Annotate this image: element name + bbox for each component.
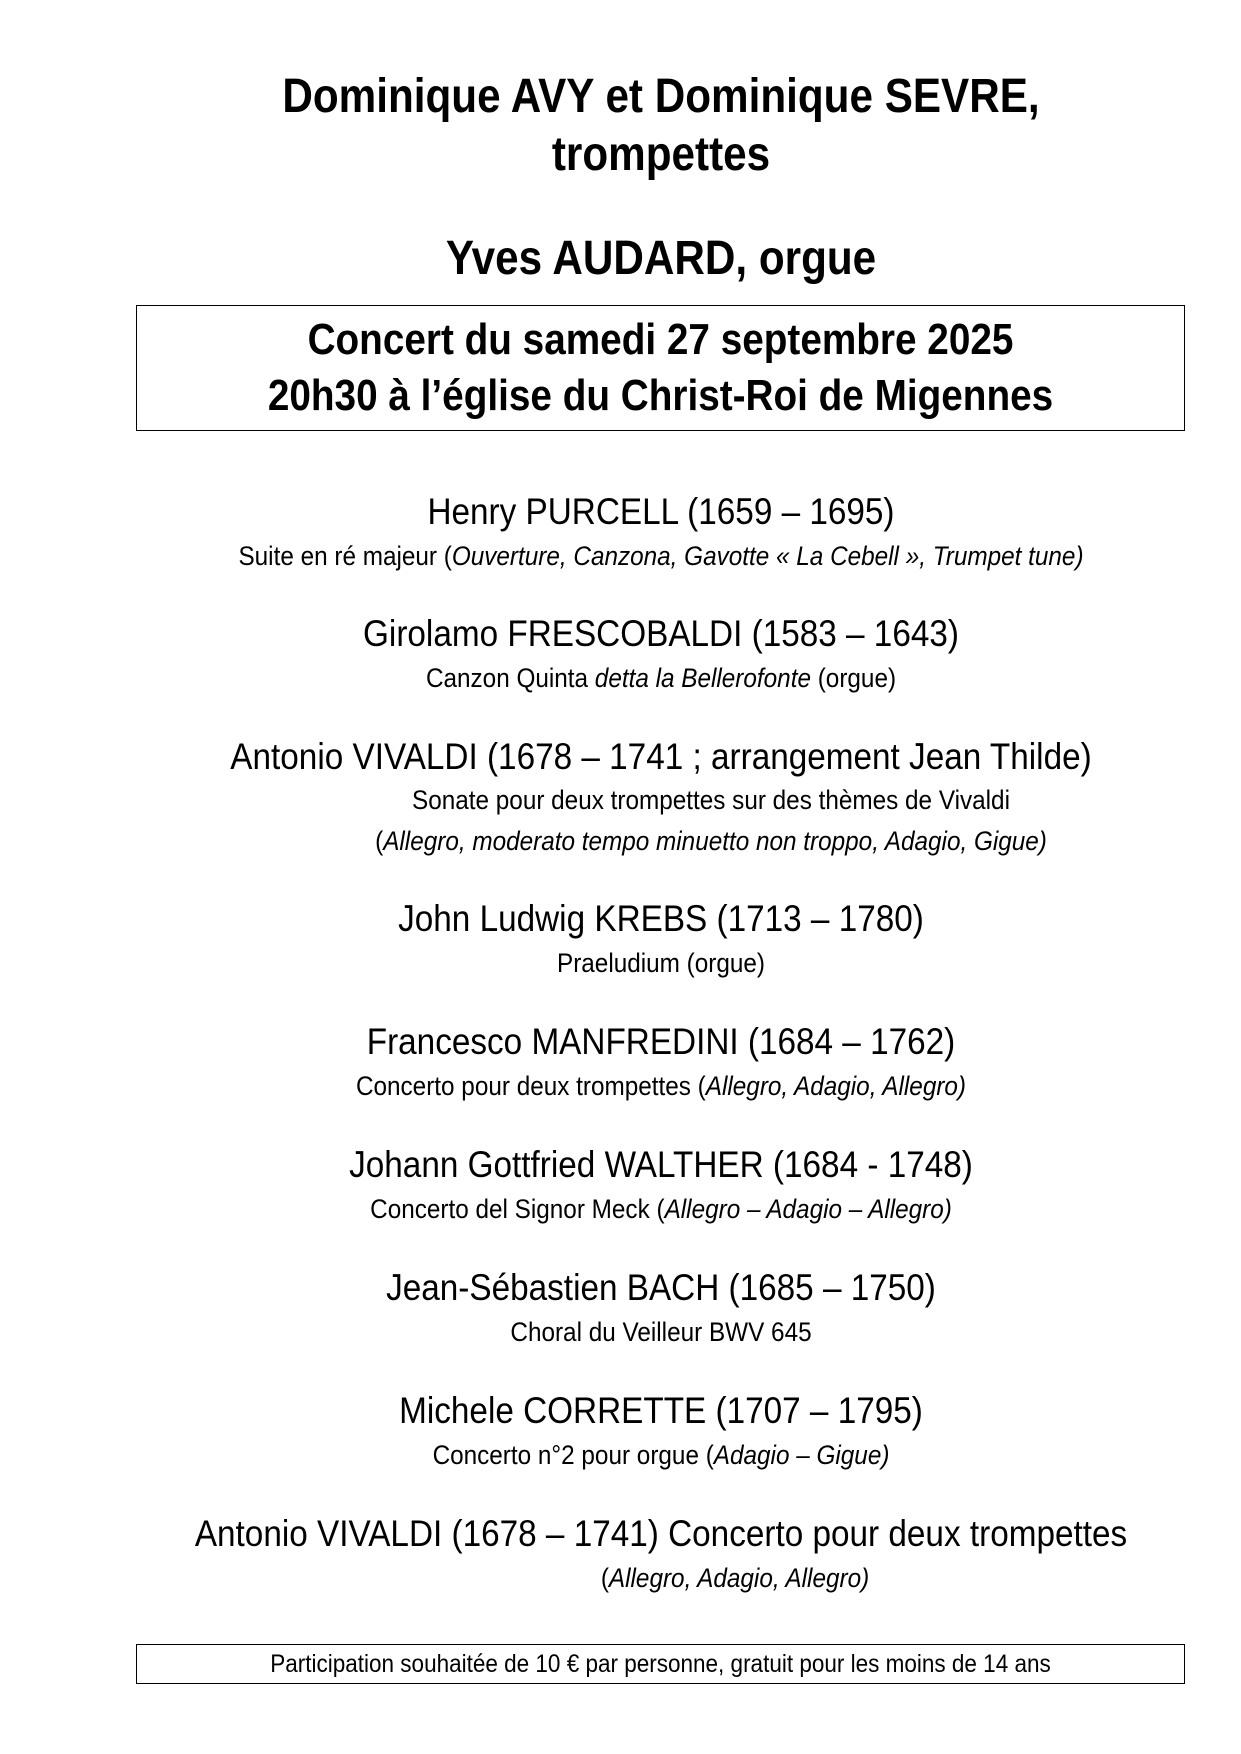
work-title: Sonate pour deux trompettes sur des thèmes de Vivaldi	[412, 785, 1010, 815]
composer-name: Francesco MANFREDINI (1684 – 1762)	[366, 1021, 956, 1062]
composer-name: Henry PURCELL (1659 – 1695)	[427, 491, 895, 532]
concert-date: Concert du samedi 27 septembre 2025	[307, 315, 1014, 364]
work-title: Suite en ré majeur (Ouverture, Canzona, Gavotte « La Cebell », Trumpet tune)	[238, 541, 1084, 571]
work-title: Praeludium (orgue)	[556, 948, 765, 978]
work-title: Choral du Veilleur BWV 645	[510, 1317, 812, 1347]
composer-name: John Ludwig KREBS (1713 – 1780)	[398, 898, 924, 939]
participation-note: Participation souhaitée de 10 € par personne, gratuit pour les moins de 14 ans	[270, 1650, 1051, 1678]
work-title: Concerto n°2 pour orgue (Adagio – Gigue)	[432, 1440, 890, 1470]
work-title: Concerto pour deux trompettes (Allegro, Adagio, Allegro)	[355, 1071, 967, 1101]
concert-place: 20h30 à l’église du Christ-Roi de Migennes	[267, 371, 1054, 420]
performers-heading	[199, 68, 1123, 183]
performers-line-2: trompettes	[551, 127, 771, 181]
work-title: Concerto del Signor Meck (Allegro – Adagio – Allegro)	[370, 1194, 952, 1224]
work-movements: (Allegro, Adagio, Allegro)	[600, 1563, 870, 1593]
composer-name: Antonio VIVALDI (1678 – 1741) Concerto pour deux trompettes	[194, 1513, 1128, 1554]
composer-name: Girolamo FRESCOBALDI (1583 – 1643)	[363, 613, 959, 654]
performers-line-1: Dominique AVY et Dominique SEVRE,	[282, 70, 1040, 123]
composer-name: Michele CORRETTE (1707 – 1795)	[399, 1390, 923, 1431]
organist-heading: Yves AUDARD, orgue	[445, 232, 877, 285]
work-movements: (Allegro, moderato tempo minuetto non troppo, Adagio, Gigue)	[375, 826, 1047, 856]
concert-info-box	[136, 305, 1185, 431]
composer-name: Johann Gottfried WALTHER (1684 - 1748)	[349, 1144, 973, 1185]
participation-box	[136, 1644, 1185, 1684]
composer-name: Jean-Sébastien BACH (1685 – 1750)	[386, 1267, 936, 1308]
composer-name: Antonio VIVALDI (1678 – 1741 ; arrangement Jean Thilde)	[230, 736, 1092, 777]
work-title: Canzon Quinta detta la Bellerofonte (orgue)	[425, 663, 897, 693]
